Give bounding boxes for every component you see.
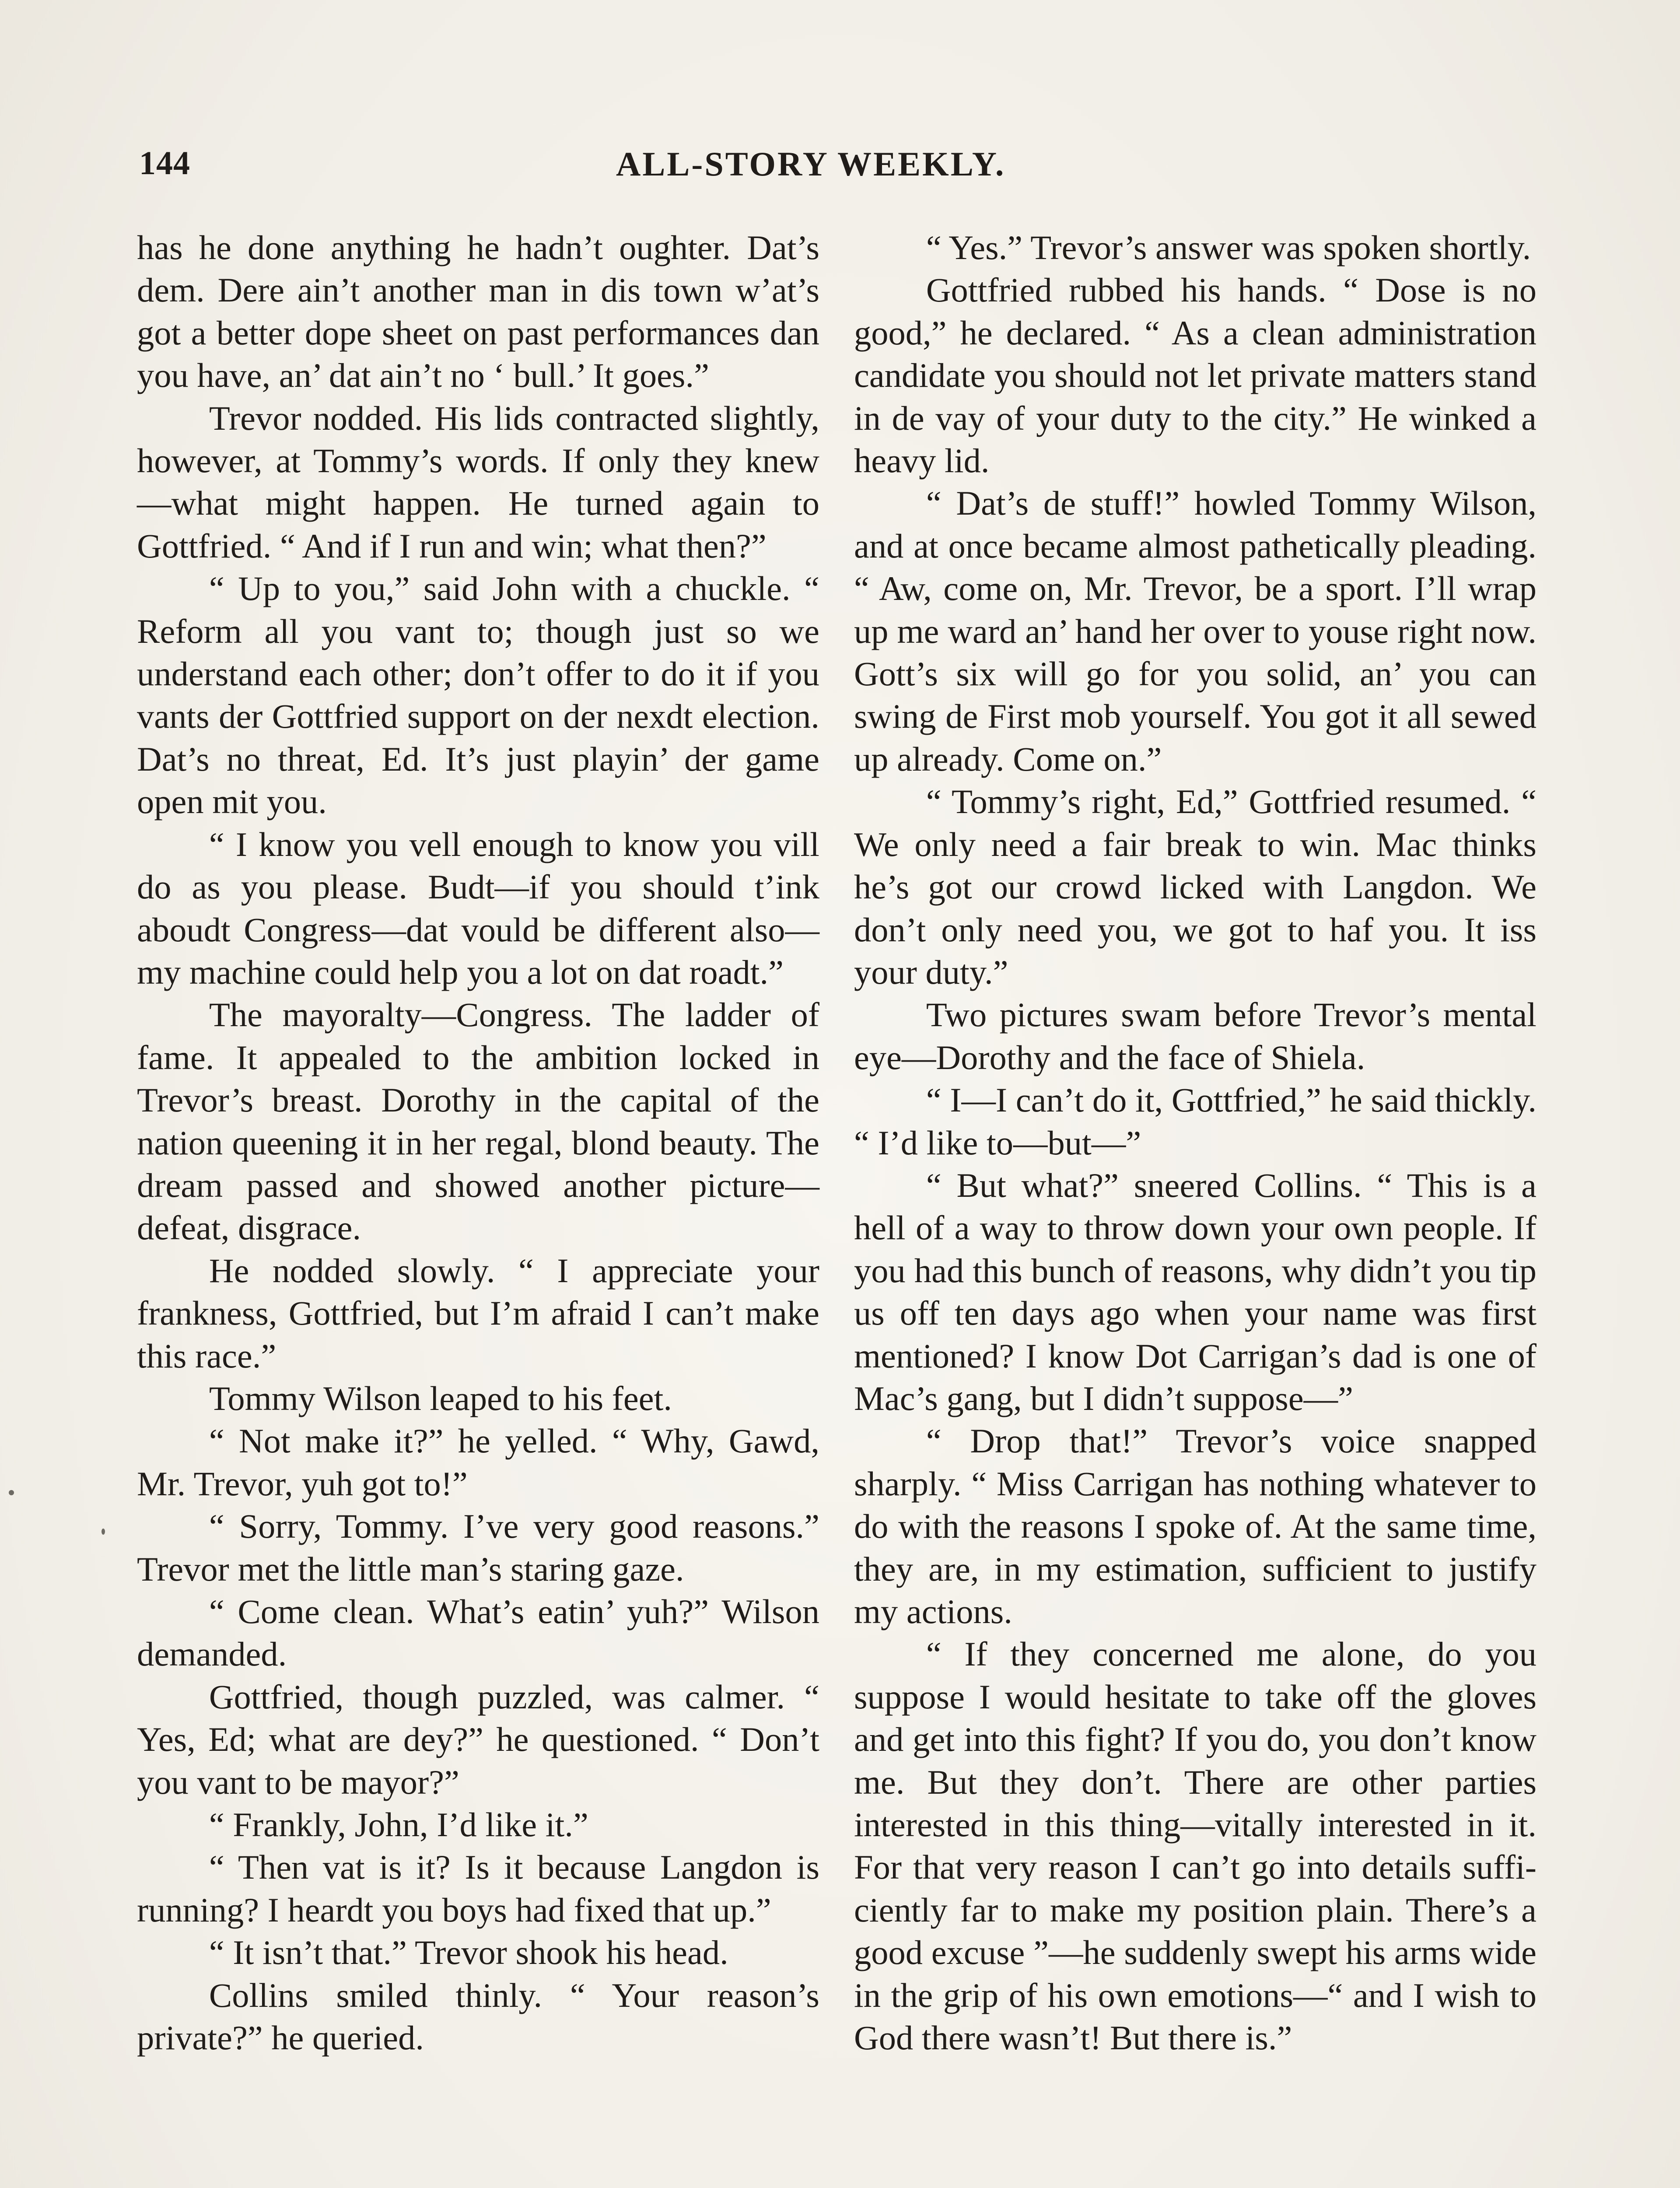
paragraph: “ Tommy’s right, Ed,” Gottfried resumed. “ We only need a fair break to win. Mac thinks he’s got our crowd licked with Langdon. We don’t only need you, we got to haf you. It iss your duty.” [854, 782, 1536, 991]
page-header [139, 144, 1544, 193]
paragraph: Trevor nodded. His lids contracted slightly, however, at Tommy’s words. If only they knew—what might happen. He turned again to Gottfried. “ And if I run and win; what then?” [137, 399, 819, 565]
print-speck [102, 1529, 105, 1535]
paragraph: “ Frankly, John, I’d like it.” [209, 1806, 588, 1844]
right-column [854, 226, 1536, 2059]
paragraph: “ If they concerned me alone, do you suppose I would hesitate to take off the gloves and get into this fight? If you do, you don’t know me. But they don’t. There are other parties interested in this thing—vitally interested in it. For that very reason I can’t go into details sufficiently far to make my position plain. There’s a good excuse ”—he suddenly swept his arms wide in the grip of his own emotions—“ and I wish to God there wasn’t! But there is.” [854, 1635, 1536, 2057]
left-column [137, 226, 819, 2059]
paragraph: “ Dat’s de stuff!” howled Tommy Wilson, and at once became almost pathetically pleading. “ Aw, come on, Mr. Trevor, be a sport. I’ll wrap up me ward an’ hand her over to youse right now. Gott’s six will go for you solid, an’ you can swing de First mob yourself. You got it all sewed up already. Come on.” [854, 484, 1536, 778]
page-number: 144 [139, 145, 190, 182]
paragraph: Two pictures swam before Trevor’s mental eye—Dorothy and the face of Shiela. [854, 996, 1536, 1076]
paragraph: Tommy Wilson leaped to his feet. [209, 1379, 672, 1417]
paragraph: “ Up to you,” said John with a chuckle. “ Reform all you vant to; though just so we understand each other; don’t offer to do it if you vants der Gottfried support on der nexdt election. Dat’s no threat, Ed. It’s just playin’ der game open mit you. [137, 569, 819, 821]
paragraph: “ I know you vell enough to know you vill do as you please. Budt—if you should t’ink aboudt Congress—dat vould be different also—my machine could help you a lot on dat roadt.” [137, 825, 819, 991]
paragraph: “ Yes.” Trevor’s answer was spoken shortly. [926, 228, 1531, 266]
paragraph: Collins smiled thinly. “ Your reason’s private?” he queried. [137, 1976, 819, 2057]
paragraph: “ It isn’t that.” Trevor shook his head. [209, 1933, 728, 1972]
paragraph: “ Sorry, Tommy. I’ve very good reasons.” Trevor met the little man’s staring gaze. [137, 1507, 819, 1588]
paragraph: “ But what?” sneered Collins. “ This is a hell of a way to throw down your own people. If you had this bunch of reasons, why didn’t you tip us off ten days ago when your name was first mentioned? I know Dot Carrigan’s dad is one of Mac’s gang, but I didn’t suppose—” [854, 1166, 1536, 1417]
paragraph: “ Drop that!” Trevor’s voice snapped sharply. “ Miss Carrigan has nothing whatever to do with the reasons I spoke of. At the same time, they are, in my estimation, sufficient to justify my actions. [854, 1422, 1536, 1630]
paragraph: “ I—I can’t do it, Gottfried,” he said thickly. “ I’d like to—but—” [854, 1081, 1536, 1162]
paragraph: “ Not make it?” he yelled. “ Why, Gawd, Mr. Trevor, yuh got to!” [137, 1422, 819, 1503]
running-title: ALL-STORY WEEKLY. [616, 145, 1006, 183]
paragraph: Gottfried, though puzzled, was calmer. “ Yes, Ed; what are dey?” he questioned. “ Don’t you vant to be mayor?” [137, 1677, 819, 1801]
paragraph: The mayoralty—Congress. The ladder of fame. It appealed to the ambition locked in Trevor’s breast. Dorothy in the capital of the nation queening it in her regal, blond beauty. The dream passed and showed another picture—defeat, disgrace. [137, 996, 819, 1247]
paragraph: “ Then vat is it? Is it because Langdon is running? I heardt you boys had fixed that up.” [137, 1848, 819, 1929]
paragraph: Gottfried rubbed his hands. “ Dose is no good,” he declared. “ As a clean administration candidate you should not let private matters stand in de vay of your duty to the city.” He winked a heavy lid. [854, 271, 1536, 480]
paragraph: He nodded slowly. “ I appreciate your frankness, Gottfried, but I’m afraid I can’t make this race.” [137, 1251, 819, 1375]
print-speck [9, 1490, 14, 1495]
paragraph: has he done anything he hadn’t oughter. Dat’s dem. Dere ain’t another man in dis town w’at’s got a better dope sheet on past performances dan you have, an’ dat ain’t no ‘ bull.’ It goes.” [137, 228, 819, 395]
paragraph: “ Come clean. What’s eatin’ yuh?” Wilson demanded. [137, 1592, 819, 1673]
